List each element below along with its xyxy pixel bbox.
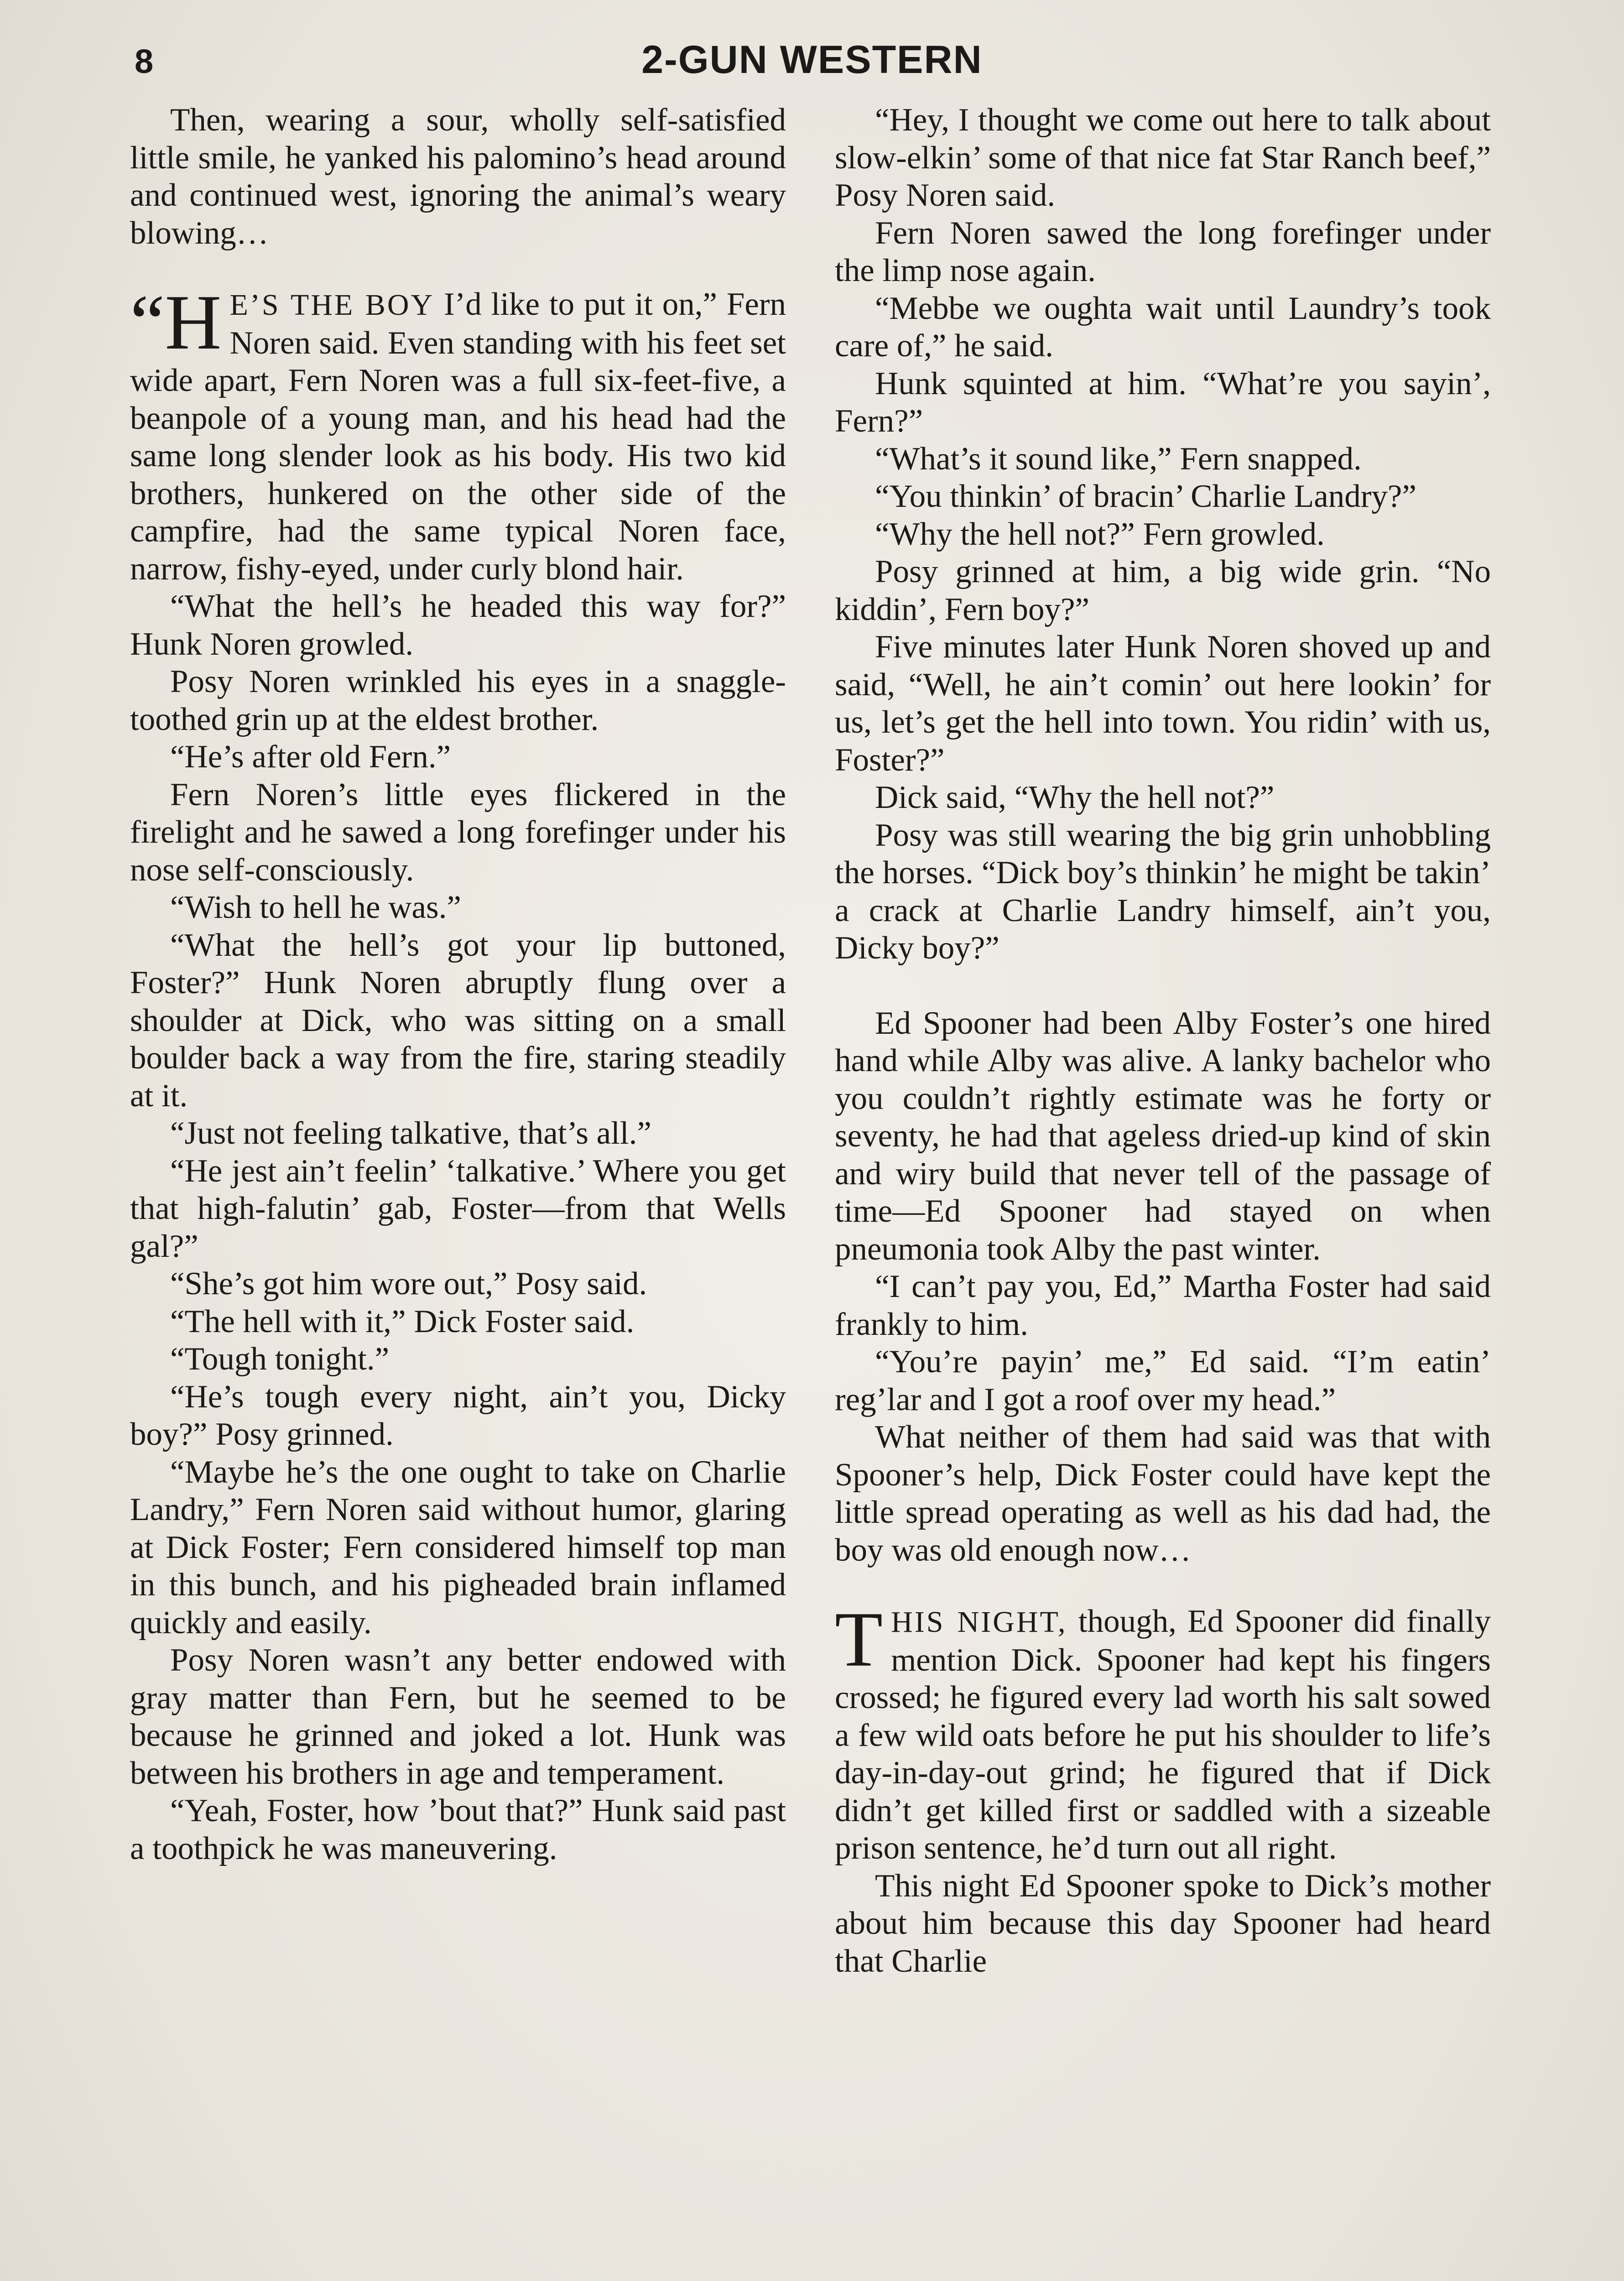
paragraph: Fern Noren’s little eyes flickered in the firelight and he sawed a long forefinger under his nose self-consciously. xyxy=(130,776,786,888)
lead-in: HIS NIGHT, xyxy=(891,1605,1067,1639)
paragraph-text: though, Ed Spooner did finally mention Dick. Spooner had kept his fingers crossed; he figured every lad worth his salt sowed a few wild oats before he put his shoulder to life’s day-in-day-out grind; he figured that if Dick didn’t get killed first or saddled with a sizeable prison sentence, he’d turn out all right. xyxy=(835,1604,1491,1866)
paragraph: “She’s got him wore out,” Posy said. xyxy=(170,1266,647,1302)
paragraph: Hunk squinted at him. “What’re you sayin’, Fern?” xyxy=(835,365,1491,439)
paragraph: Posy Noren wasn’t any better endowed with gray matter than Fern, but he seemed to be because he grinned and joked a lot. Hunk was between his brothers in age and temperament. xyxy=(130,1642,786,1791)
paragraph: Ed Spooner had been Alby Foster’s one hired hand while Alby was alive. A lanky bachelor who you couldn’t rightly estimate was he forty or seventy, he had that ageless dried-up kind of skin and wiry build that never tell of the passage of time—Ed Spooner had stayed on when pneumonia took Alby the past winter. xyxy=(835,1005,1491,1267)
paragraph: “Yeah, Foster, how ’bout that?” Hunk said past a toothpick he was maneuvering. xyxy=(130,1793,786,1866)
paragraph: “Just not feeling talkative, that’s all.” xyxy=(170,1115,651,1151)
paragraph: This night Ed Spooner spoke to Dick’s mother about him because this day Spooner had heard that Charlie xyxy=(835,1868,1491,1979)
paragraph-dropcap xyxy=(835,1596,1491,1867)
paragraph: “Why the hell not?” Fern growled. xyxy=(875,516,1325,552)
paragraph: “He’s tough every night, ain’t you, Dicky boy?” Posy grinned. xyxy=(130,1379,786,1452)
paragraph: “You’re payin’ me,” Ed said. “I’m eatin’ reg’lar and I got a roof over my head.” xyxy=(835,1344,1491,1417)
paragraph: “Tough tonight.” xyxy=(170,1341,390,1377)
lead-in: E’S THE BOY xyxy=(229,288,435,322)
paragraph: “Maybe he’s the one ought to take on Charlie Landry,” Fern Noren said without humor, glaring at Dick Foster; Fern considered himself top man in this bunch, and his pigheaded brain inflamed quickly and easily. xyxy=(130,1454,786,1640)
paragraph: “I can’t pay you, Ed,” Martha Foster had said frankly to him. xyxy=(835,1269,1491,1342)
paragraph: What neither of them had said was that with Spooner’s help, Dick Foster could have kept the little spread operating as well as his dad had, the boy was old enough now… xyxy=(835,1419,1491,1568)
magazine-title: 2-GUN WESTERN xyxy=(641,38,983,82)
paragraph: “The hell with it,” Dick Foster said. xyxy=(170,1303,635,1339)
paragraph-text: I’d like to put it on,” Fern Noren said. Even standing with his feet set wide apart, Fern Noren was a full six-feet-five, a beanpole of a young man, and his head had the same long slender look as his body. His two kid brothers, hunkered on the other side of the campfire, had the same typical Noren face, narrow, fishy-eyed, under curly blond hair. xyxy=(130,286,786,587)
drop-cap: T xyxy=(835,1596,883,1683)
paragraph: “He jest ain’t feelin’ ‘talkative.’ Where you get that high-falutin’ gab, Foster—from that Wells gal?” xyxy=(130,1153,786,1264)
paragraph: “Mebbe we oughta wait until Laundry’s took care of,” he said. xyxy=(835,290,1491,364)
page-header xyxy=(0,37,1624,88)
paragraph: Posy Noren wrinkled his eyes in a snaggle-toothed grin up at the eldest brother. xyxy=(130,664,786,737)
paragraph-dropcap xyxy=(130,279,786,588)
left-column xyxy=(130,101,786,1867)
page-number: 8 xyxy=(135,42,154,80)
right-column xyxy=(835,101,1491,1980)
paragraph: “Wish to hell he was.” xyxy=(170,890,461,925)
paragraph: “He’s after old Fern.” xyxy=(170,739,451,775)
paragraph: Dick said, “Why the hell not?” xyxy=(875,780,1275,815)
paragraph: Then, wearing a sour, wholly self-satisfied little smile, he yanked his palomino’s head around and continued west, ignoring the animal’s weary blowing… xyxy=(130,102,786,251)
paragraph: Fern Noren sawed the long forefinger under the limp nose again. xyxy=(835,215,1491,288)
paragraph: “What the hell’s got your lip buttoned, Foster?” Hunk Noren abruptly flung over a shoulder at Dick, who was sitting on a small boulder back a way from the fire, staring steadily at it. xyxy=(130,927,786,1114)
paragraph: “What’s it sound like,” Fern snapped. xyxy=(875,441,1362,477)
paragraph: Posy grinned at him, a big wide grin. “No kiddin’, Fern boy?” xyxy=(835,554,1491,627)
paragraph: Five minutes later Hunk Noren shoved up and said, “Well, he ain’t comin’ out here lookin’ for us, let’s get the hell into town. You ridin’ with us, Foster?” xyxy=(835,629,1491,778)
drop-cap: “H xyxy=(130,279,222,366)
paragraph: “What the hell’s he headed this way for?” Hunk Noren growled. xyxy=(130,588,786,662)
paragraph: “You thinkin’ of bracin’ Charlie Landry?” xyxy=(875,479,1416,514)
paragraph: “Hey, I thought we come out here to talk about slow-elkin’ some of that nice fat Star Ranch beef,” Posy Noren said. xyxy=(835,102,1491,213)
paragraph: Posy was still wearing the big grin unhobbling the horses. “Dick boy’s thinkin’ he might be takin’ a crack at Charlie Landry himself, ain’t you, Dicky boy?” xyxy=(835,817,1491,966)
